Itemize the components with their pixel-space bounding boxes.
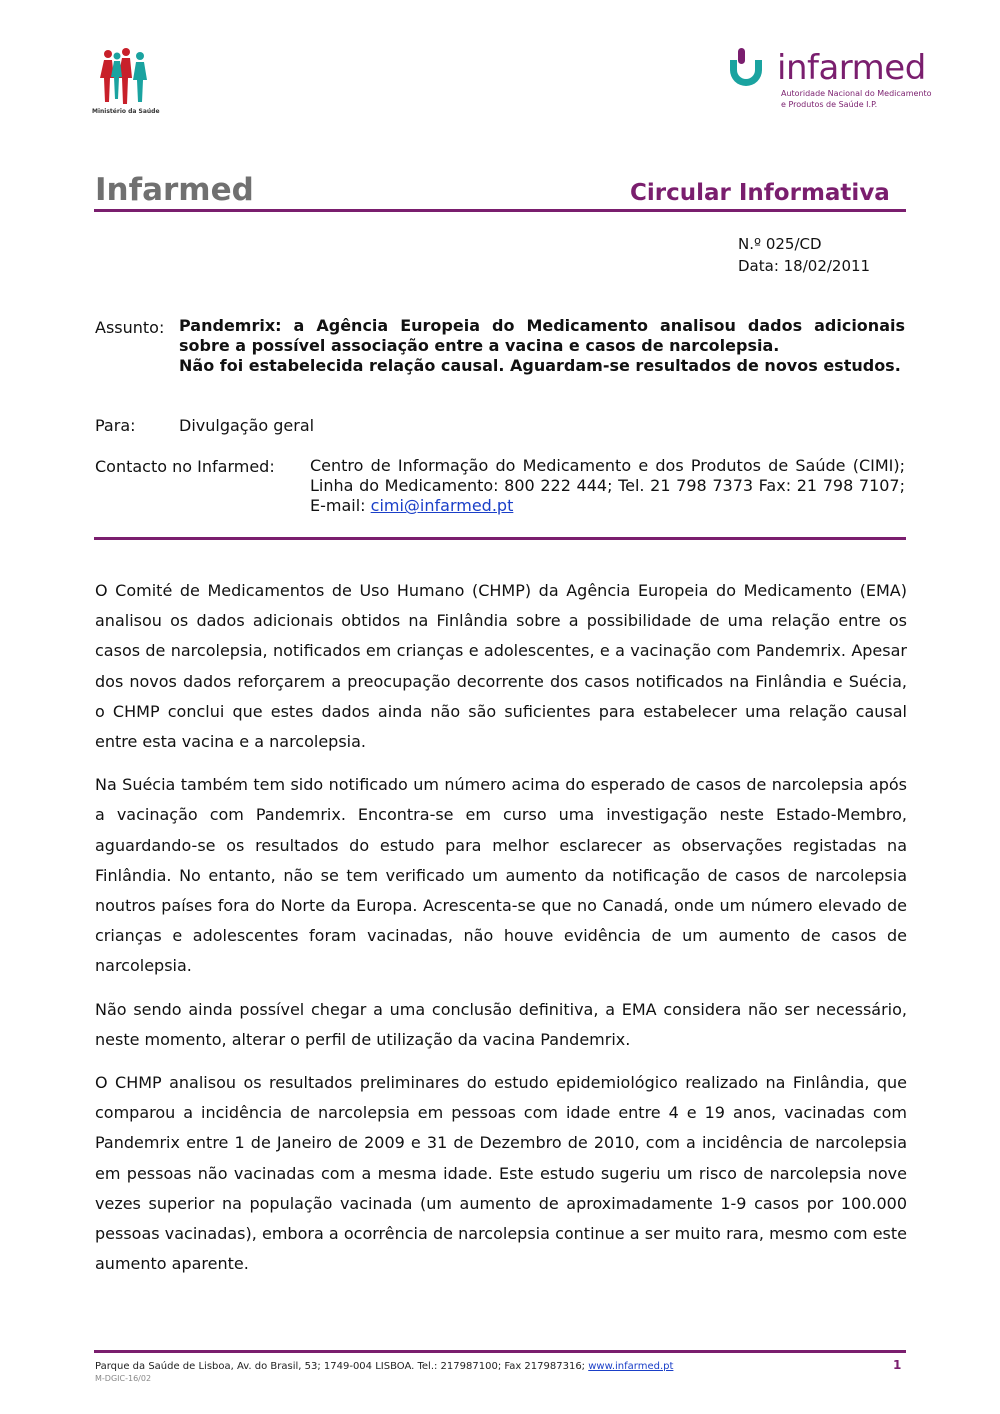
body-paragraph-2: Na Suécia também tem sido notificado um número acima do esperado de casos de narcolepsia após a vacinação com Pandemrix. Encontra-se em curso uma investigação neste Estado-Membro, aguardando-se os resultados do estudo para melhor esclarecer as observações registadas na Finlândia. No entanto, não se tem verificado um aumento da notificação de casos de narcolepsia noutros países fora do Norte da Europa. Acrescenta-se que no Canadá, onde um número elevado de crianças e adolescentes foram vacinadas, não houve evidência de um aumento de casos de narcolepsia. bbox=[95, 775, 907, 976]
subject-line-1: Pandemrix: a Agência Europeia do Medicamento analisou dados adicionais sobre a possível associação entre a vacina e casos de narcolepsia. bbox=[179, 316, 905, 355]
contact-label: Contacto no Infarmed: bbox=[95, 457, 275, 476]
ministry-caption: Ministério da Saúde bbox=[92, 108, 160, 115]
page-number: 1 bbox=[893, 1358, 902, 1372]
body-paragraph-3: Não sendo ainda possível chegar a uma conclusão definitiva, a EMA considera não ser necessário, neste momento, alterar o perfil de utilização da vacina Pandemrix. bbox=[95, 999, 907, 1049]
circular-number: N.º 025/CD bbox=[738, 235, 822, 253]
subject-line-2: Não foi estabelecida relação causal. Aguardam-se resultados de novos estudos. bbox=[179, 356, 901, 375]
infarmed-brand: infarmed bbox=[777, 48, 926, 88]
infarmed-subtitle-line2: e Produtos de Saúde I.P. bbox=[781, 100, 878, 109]
contact-details: Centro de Informação do Medicamento e dos Produtos de Saúde (CIMI); Linha do Medicamento: 800 222 444; Tel. 21 798 7373 Fax: 21 798 7107; E-mail: bbox=[310, 456, 905, 515]
recipients-value: Divulgação geral bbox=[179, 416, 315, 435]
footer-address-text: Parque da Saúde de Lisboa, Av. do Brasil, 53; 1749-004 LISBOA. Tel.: 217987100; Fax 217987316; bbox=[95, 1361, 589, 1372]
body-text bbox=[95, 576, 907, 1292]
footer-address bbox=[95, 1361, 673, 1372]
subject-text bbox=[179, 316, 905, 376]
footer-website-link[interactable]: www.infarmed.pt bbox=[588, 1361, 674, 1372]
circular-date: Data: 18/02/2011 bbox=[738, 257, 871, 275]
page-title-right: Circular Informativa bbox=[630, 180, 890, 206]
recipients-label: Para: bbox=[95, 416, 136, 435]
subject-label: Assunto: bbox=[95, 318, 165, 337]
contact-email-link[interactable]: cimi@infarmed.pt bbox=[370, 496, 514, 515]
body-paragraph-4: O CHMP analisou os resultados preliminares do estudo epidemiológico realizado na Finlândia, que comparou a incidência de narcolepsia em pessoas com idade entre 4 e 19 anos, vacinadas com Pandemrix entre 1 de Janeiro de 2009 e 31 de Dezembro de 2010, com a incidência de narcolepsia em pessoas não vacinadas com a mesma idade. Este estudo sugeriu um risco de narcolepsia nove vezes superior na população vacinada (um aumento de aproximadamente 1-9 casos por 100.000 pessoas vacinadas), embora a ocorrência de narcolepsia continue a ser muito rara, mesmo com este aumento aparente. bbox=[95, 1073, 907, 1274]
body-paragraph-1: O Comité de Medicamentos de Uso Humano (CHMP) da Agência Europeia do Medicamento (EMA) analisou os dados adicionais obtidos na Finlândia sobre a possibilidade de uma relação entre os casos de narcolepsia, notificados em crianças e adolescentes, e a vacinação com Pandemrix. Apesar dos novos dados reforçarem a preocupação decorrente dos casos notificados na Finlândia e Suécia, o CHMP conclui que estes dados ainda não são suficientes para estabelecer uma relação causal entre esta vacina e a narcolepsia. bbox=[95, 581, 907, 752]
infarmed-subtitle-line1: Autoridade Nacional do Medicamento bbox=[781, 89, 932, 98]
page-title-left: Infarmed bbox=[95, 172, 254, 208]
infarmed-logo-mark bbox=[726, 46, 774, 92]
contact-text bbox=[310, 456, 905, 516]
footer-divider bbox=[94, 1350, 906, 1353]
section-divider bbox=[94, 537, 906, 540]
footer-form-code: M-DGIC-16/02 bbox=[95, 1374, 152, 1383]
infarmed-u-icon bbox=[726, 46, 774, 92]
header-divider bbox=[94, 209, 906, 212]
